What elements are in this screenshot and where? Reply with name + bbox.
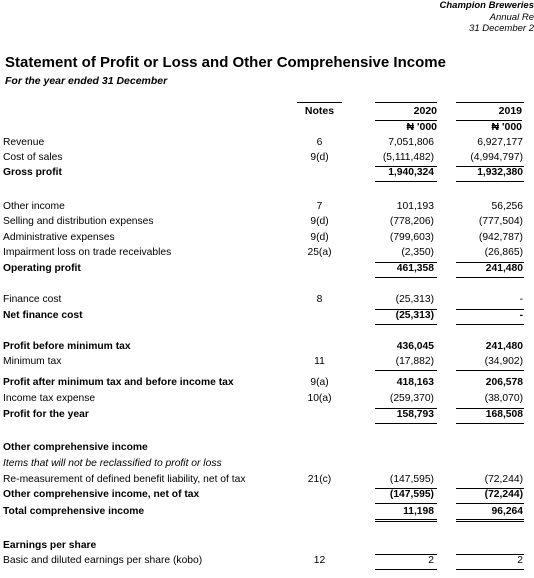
total-rule-2019 bbox=[456, 277, 524, 278]
table-row bbox=[0, 377, 526, 392]
table-row bbox=[0, 409, 526, 424]
table-row bbox=[0, 232, 526, 247]
value-2019: 2 bbox=[517, 555, 523, 566]
notes-column-header: Notes bbox=[304, 105, 335, 117]
row-label: Selling and distribution expenses bbox=[3, 216, 154, 227]
row-label: Items that will not be reclassified to profit or loss bbox=[3, 458, 222, 469]
row-note: 12 bbox=[313, 555, 326, 566]
total-rule-2020 bbox=[375, 277, 437, 278]
subtotal-rule-2020 bbox=[375, 554, 437, 555]
report-date: 31 December 2 bbox=[469, 23, 534, 34]
total-rule-2020 bbox=[375, 569, 437, 570]
row-label: Profit after minimum tax and before income tax bbox=[3, 377, 234, 388]
statement-subtitle: For the year ended 31 December bbox=[5, 75, 168, 87]
value-2020: (25,313) bbox=[395, 310, 434, 321]
value-2019: 206,578 bbox=[485, 377, 523, 388]
row-label: Cost of sales bbox=[3, 152, 63, 163]
table-row bbox=[0, 393, 526, 408]
subtotal-rule-2019 bbox=[456, 488, 524, 489]
value-2019: - bbox=[519, 294, 523, 305]
row-label: Profit for the year bbox=[3, 409, 89, 420]
value-2020: 11,198 bbox=[403, 506, 434, 517]
subtotal-rule-2019 bbox=[456, 370, 524, 371]
value-2020: 101,193 bbox=[396, 201, 434, 212]
report-name: Annual Re bbox=[489, 11, 534, 23]
value-2019: (26,865) bbox=[484, 247, 523, 258]
row-label: Gross profit bbox=[3, 167, 62, 178]
value-2020: (147,595) bbox=[389, 489, 434, 500]
table-row bbox=[0, 310, 526, 325]
table-row bbox=[0, 167, 526, 182]
row-label: Impairment loss on trade receivables bbox=[3, 247, 172, 258]
subtotal-rule-2019 bbox=[456, 262, 524, 263]
total-rule-2020 bbox=[375, 503, 437, 504]
year-2020-header: 2020 bbox=[413, 105, 437, 117]
row-note: 11 bbox=[314, 356, 325, 367]
row-label: Profit before minimum tax bbox=[3, 341, 131, 352]
value-2020: (147,595) bbox=[389, 474, 434, 485]
table-row bbox=[0, 263, 526, 278]
row-note: 7 bbox=[316, 201, 323, 212]
double-rule-2019 bbox=[456, 518, 524, 522]
value-2019: 241,480 bbox=[485, 263, 523, 274]
company-name: Champion Breweries bbox=[439, 0, 534, 11]
row-label: Income tax expense bbox=[3, 393, 96, 404]
row-label: Finance cost bbox=[3, 294, 62, 305]
row-label: Earnings per share bbox=[3, 540, 97, 551]
total-rule-2020 bbox=[375, 324, 437, 325]
subtotal-rule-2020 bbox=[375, 309, 437, 310]
row-note: 9(d) bbox=[310, 152, 329, 163]
value-2019: 241,480 bbox=[485, 341, 523, 352]
value-2020: 436,045 bbox=[396, 341, 434, 352]
table-row bbox=[0, 540, 526, 555]
value-2020: 418,163 bbox=[396, 377, 434, 388]
subtotal-rule-2020 bbox=[375, 262, 437, 263]
value-2020: (25,313) bbox=[395, 294, 434, 305]
value-2020: (5,111,482) bbox=[382, 152, 434, 163]
value-2020: (2,350) bbox=[401, 247, 434, 258]
subtotal-rule-2020 bbox=[375, 166, 437, 167]
table-row bbox=[0, 458, 526, 473]
value-2019: (72,244) bbox=[484, 474, 523, 485]
row-label: Other income bbox=[3, 201, 65, 212]
table-row bbox=[0, 201, 526, 216]
subtotal-rule-2020 bbox=[375, 370, 437, 371]
value-2019: 168,508 bbox=[485, 409, 523, 420]
table-row bbox=[0, 442, 526, 457]
value-2020: 1,940,324 bbox=[388, 167, 434, 178]
table-row bbox=[0, 152, 526, 167]
table-row bbox=[0, 506, 526, 521]
total-rule-2020 bbox=[375, 181, 437, 182]
value-2020: 2 bbox=[428, 555, 434, 566]
subtotal-rule-2019 bbox=[456, 309, 524, 310]
row-label: Operating profit bbox=[3, 263, 81, 274]
value-2019: (777,504) bbox=[478, 216, 523, 227]
value-2019: (38,070) bbox=[484, 393, 523, 404]
row-note: 6 bbox=[316, 137, 323, 148]
value-2020: (778,206) bbox=[389, 216, 434, 227]
value-2020: (799,603) bbox=[389, 232, 434, 243]
subtotal-rule-2019 bbox=[456, 554, 524, 555]
total-rule-2019 bbox=[456, 503, 524, 504]
year-2019-header: 2019 bbox=[498, 105, 522, 117]
row-label: Other comprehensive income, net of tax bbox=[3, 489, 200, 500]
value-2020: (259,370) bbox=[389, 393, 434, 404]
statement-title: Statement of Profit or Loss and Other Comprehensive Income bbox=[5, 54, 446, 71]
row-note: 9(d) bbox=[310, 232, 329, 243]
table-row bbox=[0, 294, 526, 309]
total-rule-2019 bbox=[456, 324, 524, 325]
table-row bbox=[0, 555, 526, 570]
table-row bbox=[0, 216, 526, 231]
value-2020: 158,793 bbox=[396, 409, 434, 420]
table-row bbox=[0, 137, 526, 152]
row-note: 21(c) bbox=[307, 474, 332, 485]
row-note: 9(d) bbox=[310, 216, 329, 227]
table-row bbox=[0, 247, 526, 262]
row-label: Other comprehensive income bbox=[3, 442, 148, 453]
subtotal-rule-2020 bbox=[375, 488, 437, 489]
value-2019: 6,927,177 bbox=[477, 137, 523, 148]
unit-2019-header: ₦ '000 bbox=[456, 120, 522, 133]
total-rule-2020 bbox=[375, 423, 437, 424]
total-rule-2019 bbox=[456, 423, 524, 424]
subtotal-rule-2019 bbox=[456, 166, 524, 167]
row-label: Revenue bbox=[3, 137, 45, 148]
total-rule-2019 bbox=[456, 181, 524, 182]
table-row bbox=[0, 489, 526, 504]
value-2019: (4,994,797) bbox=[470, 152, 523, 163]
table-row bbox=[0, 341, 526, 356]
total-rule-2019 bbox=[456, 569, 524, 570]
value-2020: 461,358 bbox=[396, 263, 434, 274]
double-rule-2020 bbox=[375, 518, 437, 522]
subtotal-rule-2019 bbox=[456, 408, 524, 409]
value-2019: (72,244) bbox=[484, 489, 523, 500]
value-2019: 96,264 bbox=[491, 506, 523, 517]
unit-2020-header: ₦ '000 bbox=[375, 120, 437, 133]
row-label: Re-measurement of defined benefit liability, net of tax bbox=[3, 474, 246, 485]
value-2019: 56,256 bbox=[491, 201, 523, 212]
value-2019: (34,902) bbox=[484, 356, 523, 367]
subtotal-rule-2020 bbox=[375, 408, 437, 409]
table-row bbox=[0, 474, 526, 489]
report-header bbox=[440, 0, 534, 35]
row-note: 8 bbox=[316, 294, 323, 305]
table-row bbox=[0, 356, 526, 371]
row-note: 10(a) bbox=[307, 393, 332, 404]
row-note: 9(a) bbox=[310, 377, 329, 388]
row-label: Net finance cost bbox=[3, 310, 83, 321]
row-label: Total comprehensive income bbox=[3, 506, 145, 517]
row-label: Minimum tax bbox=[3, 356, 62, 367]
value-2020: 7,051,806 bbox=[388, 137, 434, 148]
value-2019: - bbox=[519, 310, 523, 321]
value-2019: (942,787) bbox=[478, 232, 523, 243]
row-label: Administrative expenses bbox=[3, 232, 115, 243]
row-note: 25(a) bbox=[307, 247, 332, 258]
row-label: Basic and diluted earnings per share (kobo) bbox=[3, 555, 203, 566]
value-2020: (17,882) bbox=[395, 356, 434, 367]
value-2019: 1,932,380 bbox=[477, 167, 523, 178]
